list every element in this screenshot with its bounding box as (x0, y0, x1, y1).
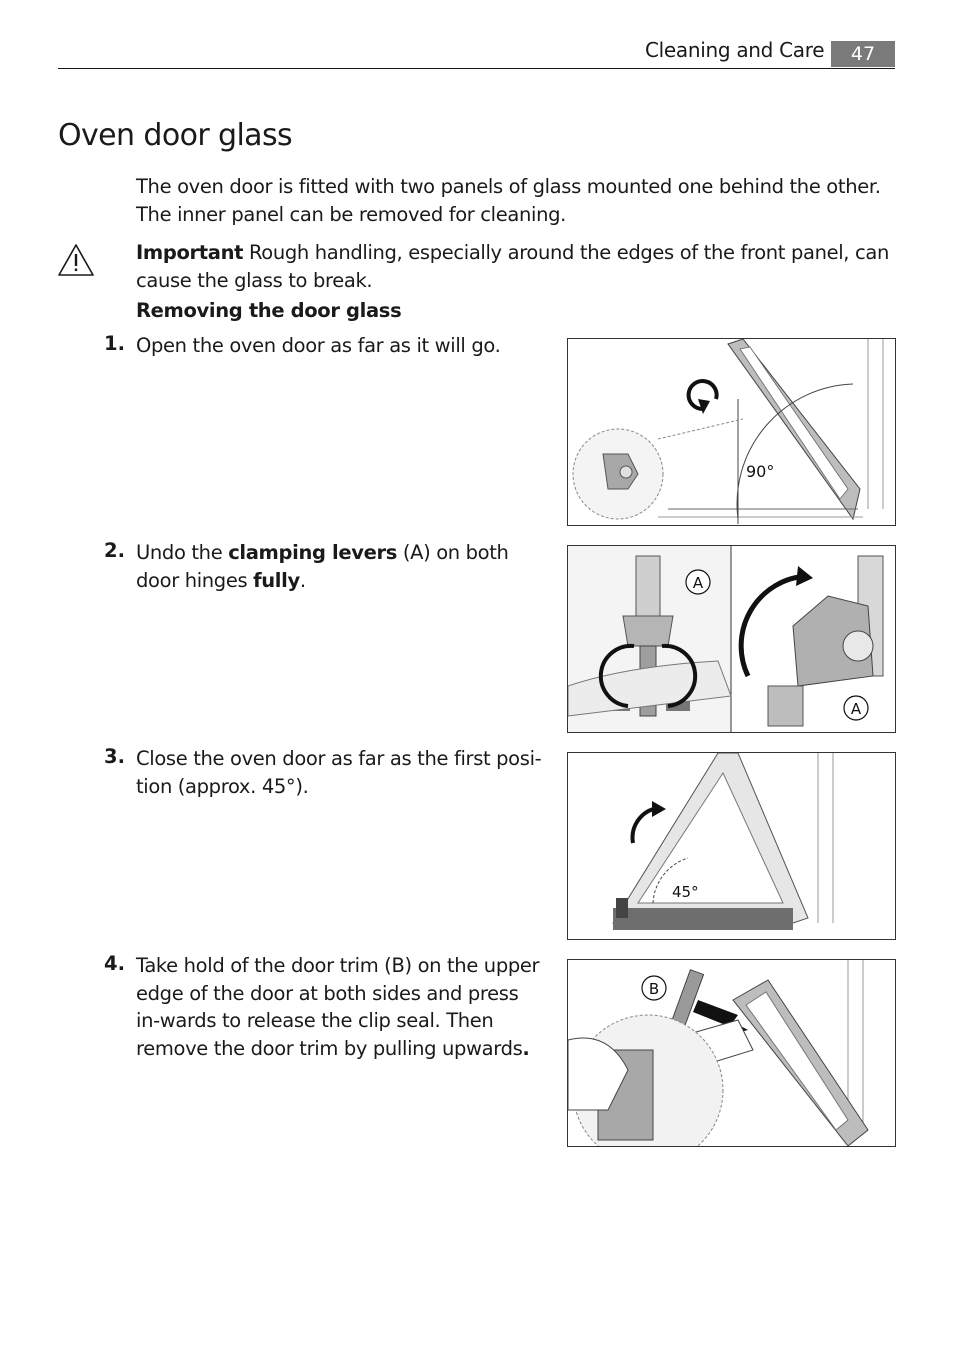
step-4-number: 4. (104, 952, 125, 975)
page-title: Oven door glass (58, 118, 293, 153)
fig4-label-b: B (648, 980, 660, 998)
fig2-label-a-left: A (692, 574, 704, 592)
header-rule (58, 68, 895, 69)
intro-paragraph: The oven door is fitted with two panels of glass mounted one behind the other. The inner panel can be removed for cleaning. (136, 175, 881, 226)
step-4-text: Take hold of the door trim (B) on the upper edge of the door at both sides and press in-wards to release the clip seal. Then remove the door trim by pulling upwards. (136, 954, 540, 1060)
warning-triangle-icon (57, 243, 95, 281)
fig3-angle-label: 45° (672, 883, 699, 901)
fig1-angle-label: 90° (746, 462, 775, 481)
important-note (136, 239, 896, 294)
important-text: Rough handling, especially around the edges of the front panel, can cause the glass to break. (136, 241, 889, 292)
step-3-text: Close the oven door as far as the first posi-tion (approx. 45°). (136, 747, 542, 798)
step-3-number: 3. (104, 745, 125, 768)
figure-clamping-levers (567, 545, 896, 733)
step-2-number: 2. (104, 539, 125, 562)
removing-heading: Removing the door glass (136, 299, 402, 322)
important-label: Important (136, 241, 244, 264)
figure-open-door-90 (567, 338, 896, 526)
step-1-text: Open the oven door as far as it will go. (136, 334, 501, 357)
step-1-number: 1. (104, 332, 125, 355)
figure-door-trim (567, 959, 896, 1147)
header-section-title: Cleaning and Care (645, 38, 825, 62)
page-number: 47 (831, 41, 895, 67)
fig2-label-a-right: A (850, 700, 862, 718)
step-2-text: Undo the clamping levers (A) on both door hinges fully. (136, 541, 509, 592)
figure-door-45 (567, 752, 896, 940)
